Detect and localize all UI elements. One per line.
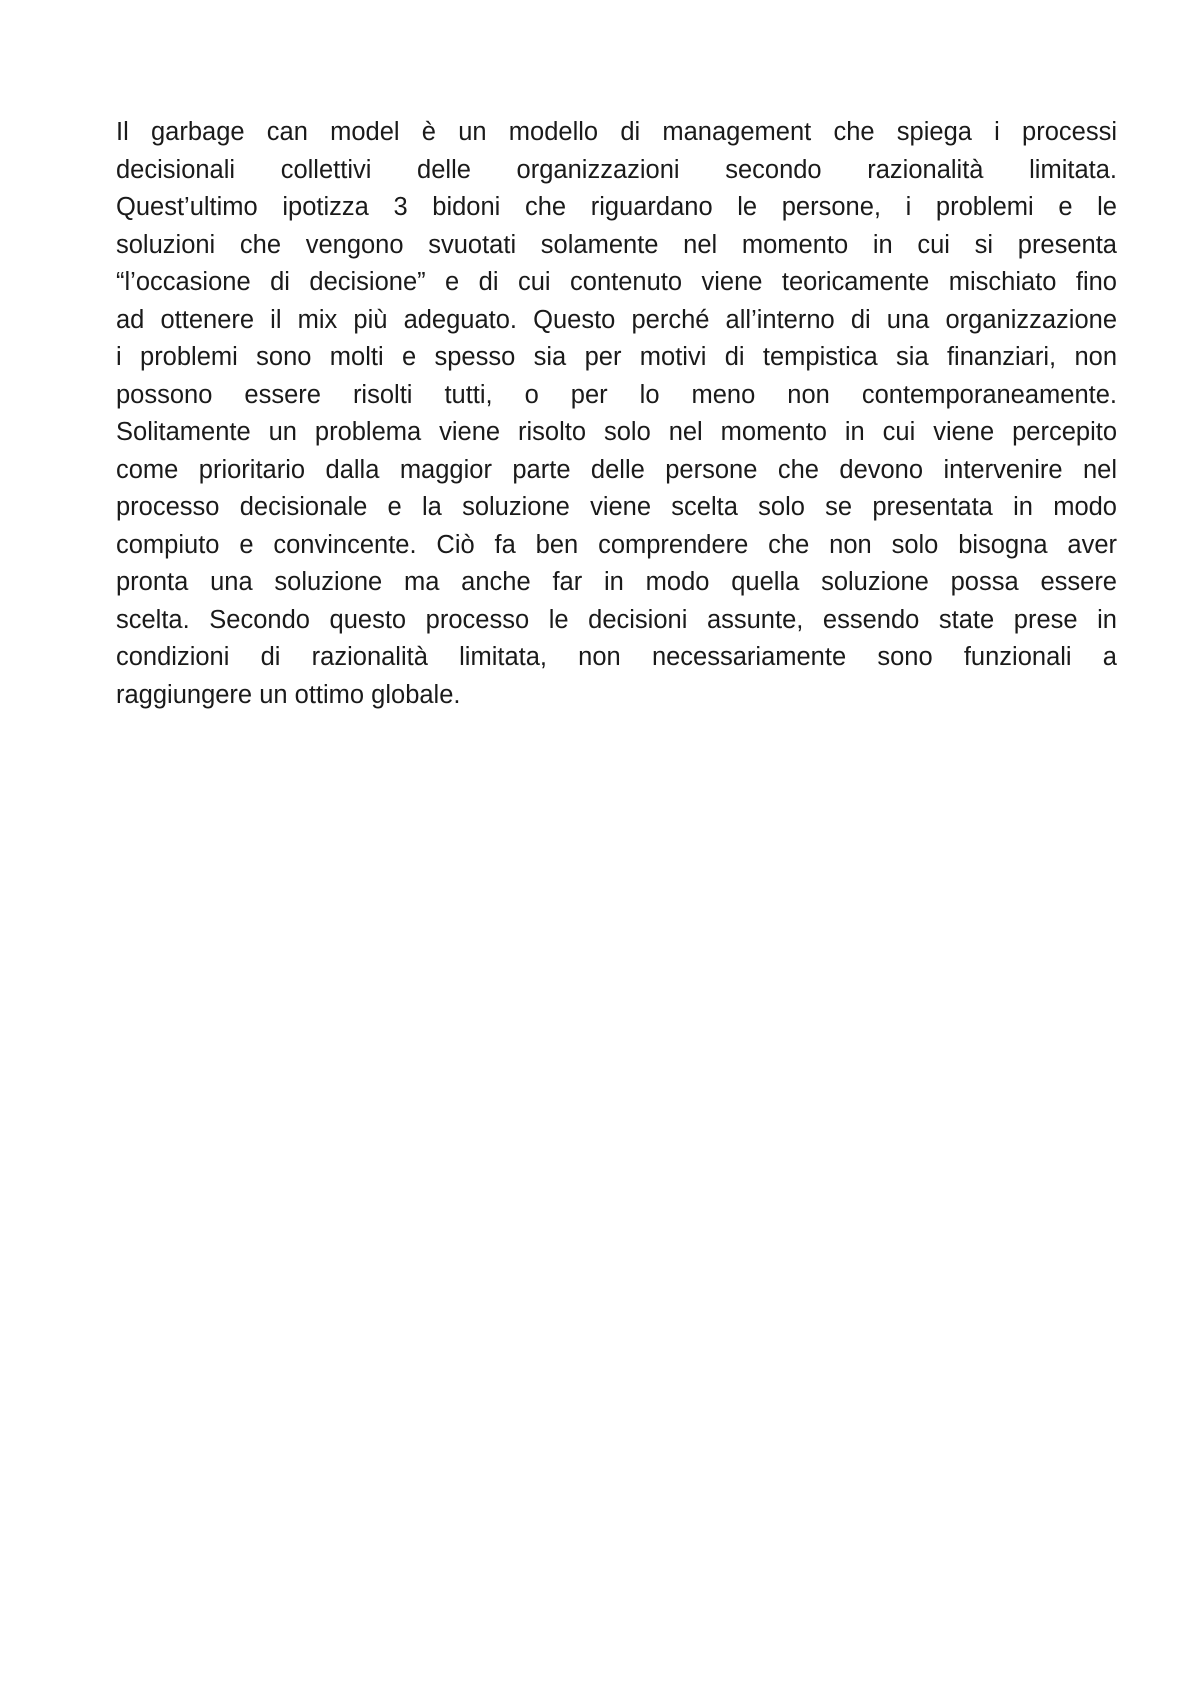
- paragraph-line: ad ottenere il mix più adeguato. Questo perché all’interno di una organizzazione: [116, 305, 1117, 334]
- paragraph-line: Solitamente un problema viene risolto solo nel momento in cui viene percepito: [116, 418, 1117, 446]
- paragraph-line: decisionali collettivi delle organizzazioni secondo razionalità limitata.: [116, 155, 1117, 184]
- paragraph-line: Quest’ultimo ipotizza 3 bidoni che riguardano le persone, i problemi e le: [116, 193, 1117, 221]
- paragraph-line: soluzioni che vengono svuotati solamente nel momento in cui si presenta: [116, 230, 1117, 259]
- paragraph-line: come prioritario dalla maggior parte delle persone che devono intervenire nel: [116, 455, 1117, 484]
- paragraph-line: “l’occasione di decisione” e di cui contenuto viene teoricamente mischiato fino: [116, 268, 1117, 296]
- body-paragraph: [116, 114, 1117, 714]
- paragraph-line: condizioni di razionalità limitata, non necessariamente sono funzionali a: [116, 643, 1117, 671]
- paragraph-line: compiuto e convincente. Ciò fa ben comprendere che non solo bisogna aver: [116, 530, 1117, 559]
- paragraph-line: possono essere risolti tutti, o per lo meno non contemporaneamente.: [116, 380, 1117, 409]
- paragraph-line-last: raggiungere un ottimo globale.: [116, 680, 461, 709]
- paragraph-line: scelta. Secondo questo processo le decisioni assunte, essendo state prese in: [116, 605, 1117, 634]
- paragraph-line: pronta una soluzione ma anche far in modo quella soluzione possa essere: [116, 568, 1117, 596]
- paragraph-line: processo decisionale e la soluzione viene scelta solo se presentata in modo: [116, 493, 1117, 521]
- paragraph-line: Il garbage can model è un modello di management che spiega i processi: [116, 118, 1117, 146]
- paragraph-line: i problemi sono molti e spesso sia per motivi di tempistica sia finanziari, non: [116, 343, 1117, 371]
